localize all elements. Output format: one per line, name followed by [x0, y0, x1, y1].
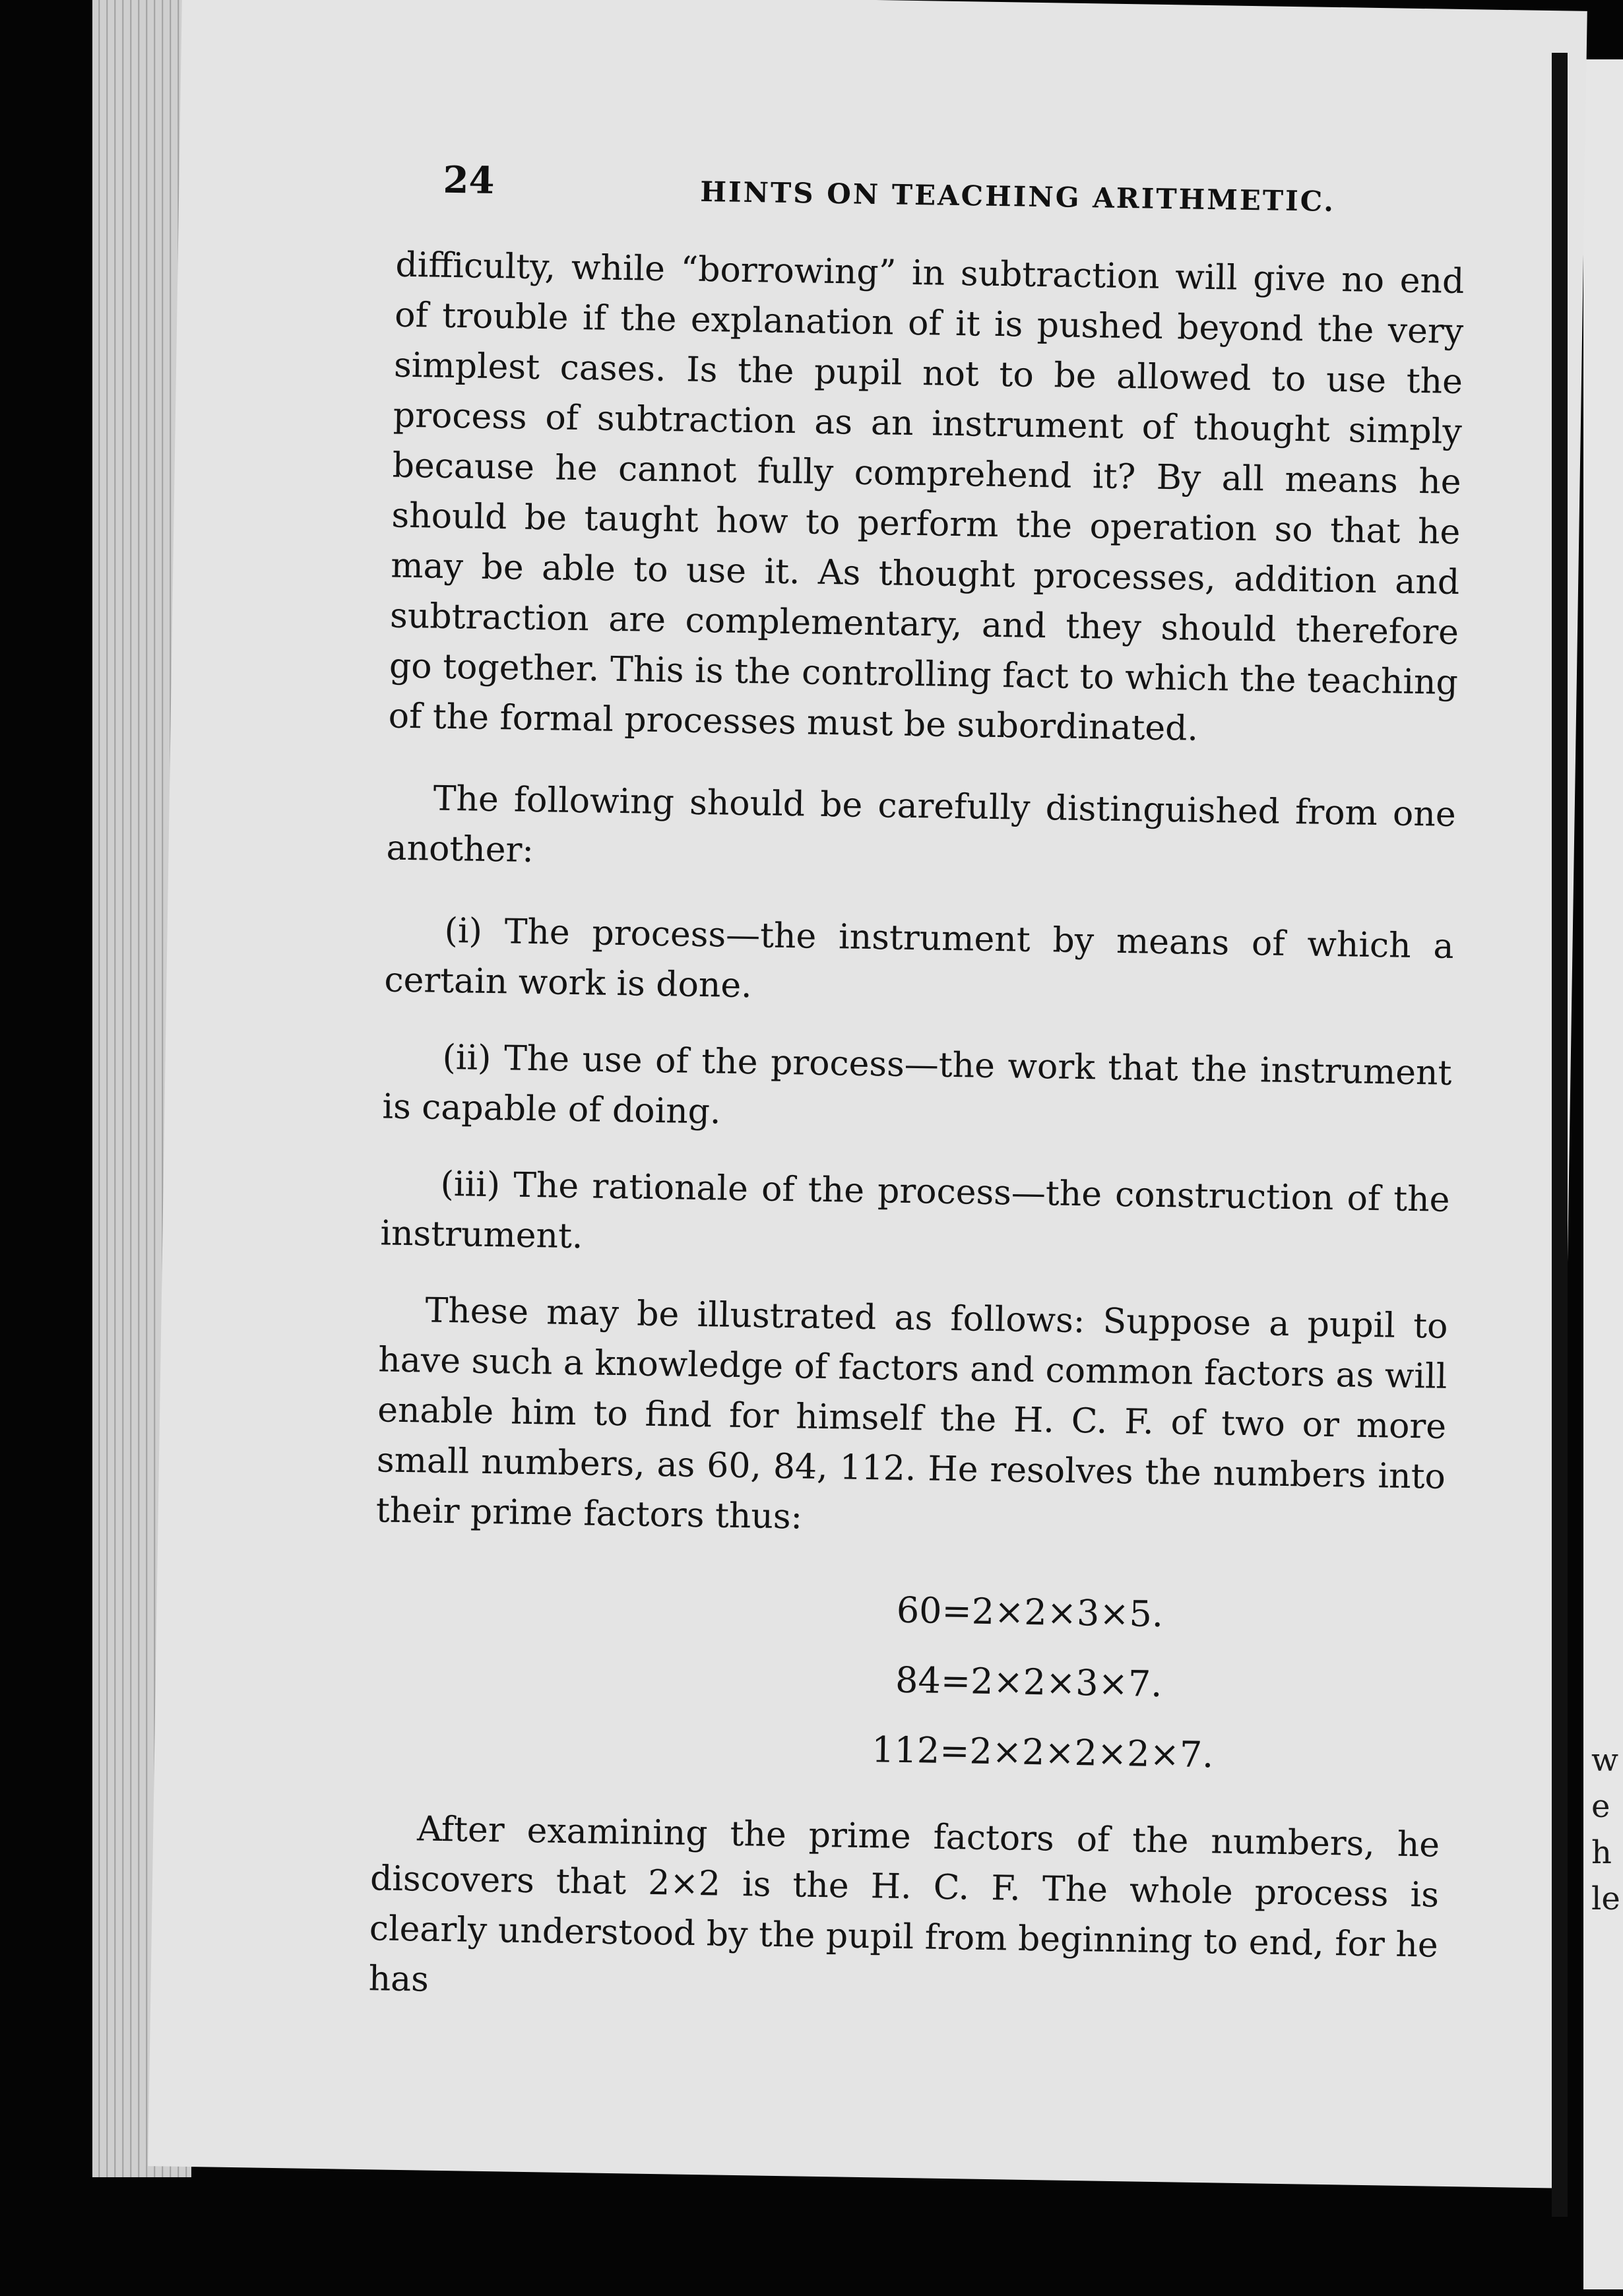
equation-rhs: =2×2×3×5.: [941, 1589, 1164, 1636]
paragraph-continuation: difficulty, while “borrowing” in subtraction will give no end of trouble if the explanation of it is pushed beyond the very simplest cases. Is the pupil not to be allowed to use the process of subtraction as an instrument of thought simply because he cannot fully comprehend it? By all means he should be taught how to perform the operation so that he may be able to use it. As thought processes, addition and subtraction are complementary, and they should therefore go together. This is the controlling fact to which the teaching of the formal processes must be subordinated.: [388, 245, 1465, 749]
page-header: [443, 152, 1453, 240]
facing-page-fragment: w: [1591, 1742, 1619, 1779]
paragraph-illustration: These may be illustrated as follows: Suppose a pupil to have such a knowledge of factors and common factors as will enable him to find for himself the H. C. F. of two or more small numbers, as 60, 84, 112. He resolves the numbers into their prime factors thus:: [375, 1291, 1448, 1537]
facing-page-edge: [1583, 59, 1623, 2289]
facing-page-fragment: le: [1591, 1880, 1620, 1917]
equation-lhs: 60: [896, 1589, 943, 1632]
page-gutter: [1552, 53, 1568, 2217]
facing-page-fragment: h: [1591, 1834, 1612, 1871]
equation-rhs: =2×2×2×2×7.: [939, 1729, 1214, 1776]
book-page: [148, 0, 1587, 2188]
equation-rhs: =2×2×3×7.: [940, 1659, 1162, 1706]
paragraph-hcf-discovery: After examining the prime factors of the numbers, he discovers that 2×2 is the H. C. F. The whole process is clearly understood by the pupil from beginning to end, for he has: [368, 1809, 1440, 2000]
equation-lhs: 84: [895, 1659, 941, 1702]
list-item-use: (ii) The use of the process—the work that the instrument is capable of doing.: [382, 1037, 1452, 1132]
page-number: 24: [443, 158, 495, 203]
equation-lhs: 112: [871, 1729, 940, 1771]
list-item-rationale: (iii) The rationale of the process—the construction of the instrument.: [379, 1164, 1450, 1257]
paragraph-distinctions-intro: The following should be carefully distinguished from one another:: [386, 779, 1457, 871]
facing-page-fragment: e: [1591, 1788, 1610, 1825]
factor-equations: [372, 1567, 1444, 1793]
running-title: HINTS ON TEACHING ARITHMETIC.: [699, 175, 1336, 218]
list-item-process: (i) The process—the instrument by means of which a certain work is done.: [384, 910, 1454, 1006]
body-text: [367, 240, 1465, 2053]
